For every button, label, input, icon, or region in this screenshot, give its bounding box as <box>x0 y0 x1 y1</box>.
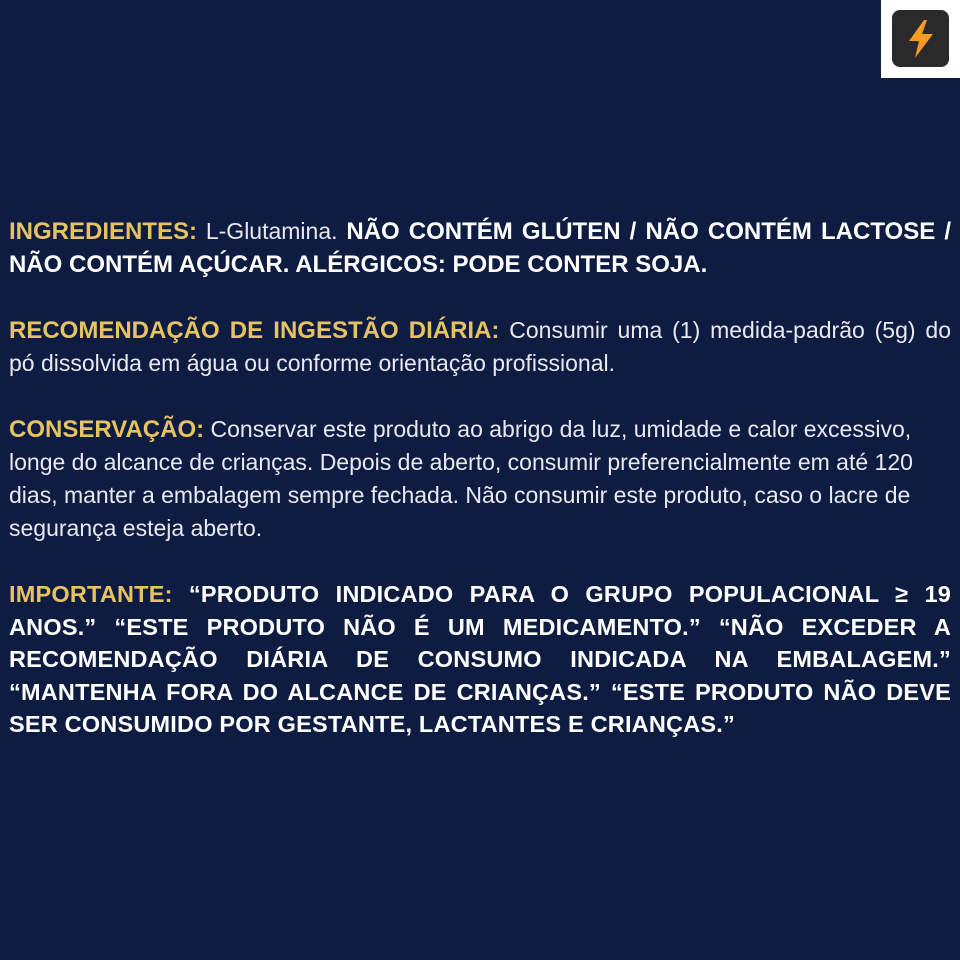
recommendation-label: RECOMENDAÇÃO DE INGESTÃO DIÁRIA: <box>9 317 500 344</box>
badge-tile <box>892 10 949 67</box>
ingredients-text: L-Glutamina. <box>197 218 347 244</box>
ingredients-warning: NÃO CONTÉM GLÚTEN / NÃO CONTÉM LACTOSE / NÃO CONTÉM AÇÚCAR. ALÉRGICOS: PODE CONTER SOJA. <box>9 218 952 278</box>
important-text: “PRODUTO INDICADO PARA O GRUPO POPULACIONAL ≥ 19 ANOS.” “ESTE PRODUTO NÃO É UM MEDICAMENTO.” “NÃO EXCEDER A RECOMENDAÇÃO DIÁRIA DE CONSUMO INDICADA NA EMBALAGEM.” “MANTENHA FORA DO ALCANCE DE CRIANÇAS.” “ESTE PRODUTO NÃO DEVE SER CONSUMIDO POR GESTANTE, LACTANTES E CRIANÇAS.” <box>9 581 951 737</box>
conservation-text: Conservar este produto ao abrigo da luz, umidade e calor excessivo, longe do alcance de crianças. Depois de aberto, consumir preferencialmente em até 120 dias, manter a embalagem sempre fechada. Não consumir este produto, caso o lacre de segurança esteja aberto. <box>9 416 913 541</box>
conservation-label: CONSERVAÇÃO: <box>9 416 205 443</box>
conservation-paragraph <box>9 413 951 545</box>
ingredients-label: INGREDIENTES: <box>9 218 198 245</box>
recommendation-text: Consumir uma (1) medida-padrão (5g) do pó dissolvida em água ou conforme orientação profissional. <box>9 317 951 376</box>
important-label: IMPORTANTE: <box>9 581 173 607</box>
lightning-bolt-icon <box>906 20 936 58</box>
recommendation-paragraph <box>9 314 951 380</box>
product-info <box>9 215 951 774</box>
ingredients-paragraph <box>9 215 951 281</box>
important-paragraph <box>9 578 951 741</box>
lightning-badge <box>881 0 960 78</box>
